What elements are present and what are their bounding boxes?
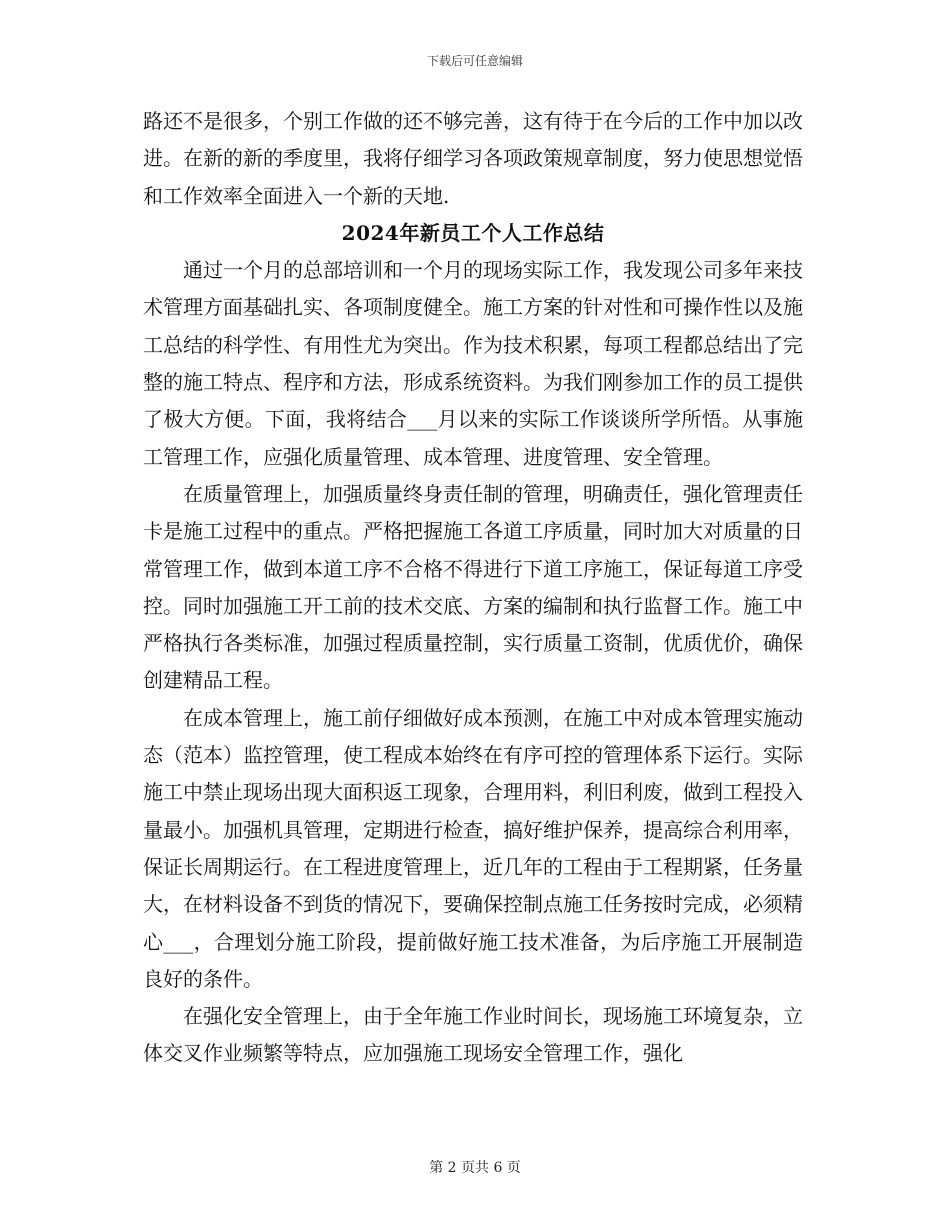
- document-body: [143, 103, 803, 1073]
- paragraph-quality-management: 在质量管理上，加强质量终身责任制的管理，明确责任，强化管理责任卡是施工过程中的重点。严格把握施工各道工序质量，同时加大对质量的日常管理工作，做到本道工序不合格不得进行下道工序施工，保证每道工序受控。同时加强施工开工前的技术交底、方案的编制和执行监督工作。施工中严格执行各类标准，加强过程质量控制，实行质量工资制，优质优价，确保创建精品工程。: [143, 481, 803, 693]
- document-title: 2024年新员工个人工作总结: [341, 220, 605, 245]
- paragraph-safety-management: 在强化安全管理上，由于全年施工作业时间长，现场施工环境复杂，立体交叉作业频繁等特点，应加强施工现场安全管理工作，强化: [143, 1004, 803, 1066]
- intro-paragraph: 路还不是很多，个别工作做的还不够完善，这有待于在今后的工作中加以改进。在新的新的季度里，我将仔细学习各项政策规章制度，努力使思想觉悟和工作效率全面进入一个新的天地.: [143, 109, 803, 208]
- page-header: 下载后可任意编辑: [426, 54, 523, 68]
- paragraph-intro-training: 通过一个月的总部培训和一个月的现场实际工作，我发现公司多年来技术管理方面基础扎实、各项制度健全。施工方案的针对性和可操作性以及施工总结的科学性、有用性尤为突出。作为技术积累，每项工程都总结出了完整的施工特点、程序和方法，形成系统资料。为我们刚参加工作的员工提供了极大方便。下面，我将结合___月以来的实际工作谈谈所学所悟。从事施工管理工作，应强化质量管理、成本管理、进度管理、安全管理。: [143, 258, 803, 469]
- paragraph-cost-management: 在成本管理上，施工前仔细做好成本预测，在施工中对成本管理实施动态（范本）监控管理，使工程成本始终在有序可控的管理体系下运行。实际施工中禁止现场出现大面积返工现象，合理用料，利旧利废，做到工程投入量最小。加强机具管理，定期进行检查，搞好维护保养，提高综合利用率，保证长周期运行。在工程进度管理上，近几年的工程由于工程期紧，任务量大，在材料设备不到货的情况下，要确保控制点施工任务按时完成，必须精心___，合理划分施工阶段，提前做好施工技术准备，为后序施工开展制造良好的条件。: [143, 705, 803, 991]
- page-number: 第 2 页共 6 页: [429, 1160, 521, 1176]
